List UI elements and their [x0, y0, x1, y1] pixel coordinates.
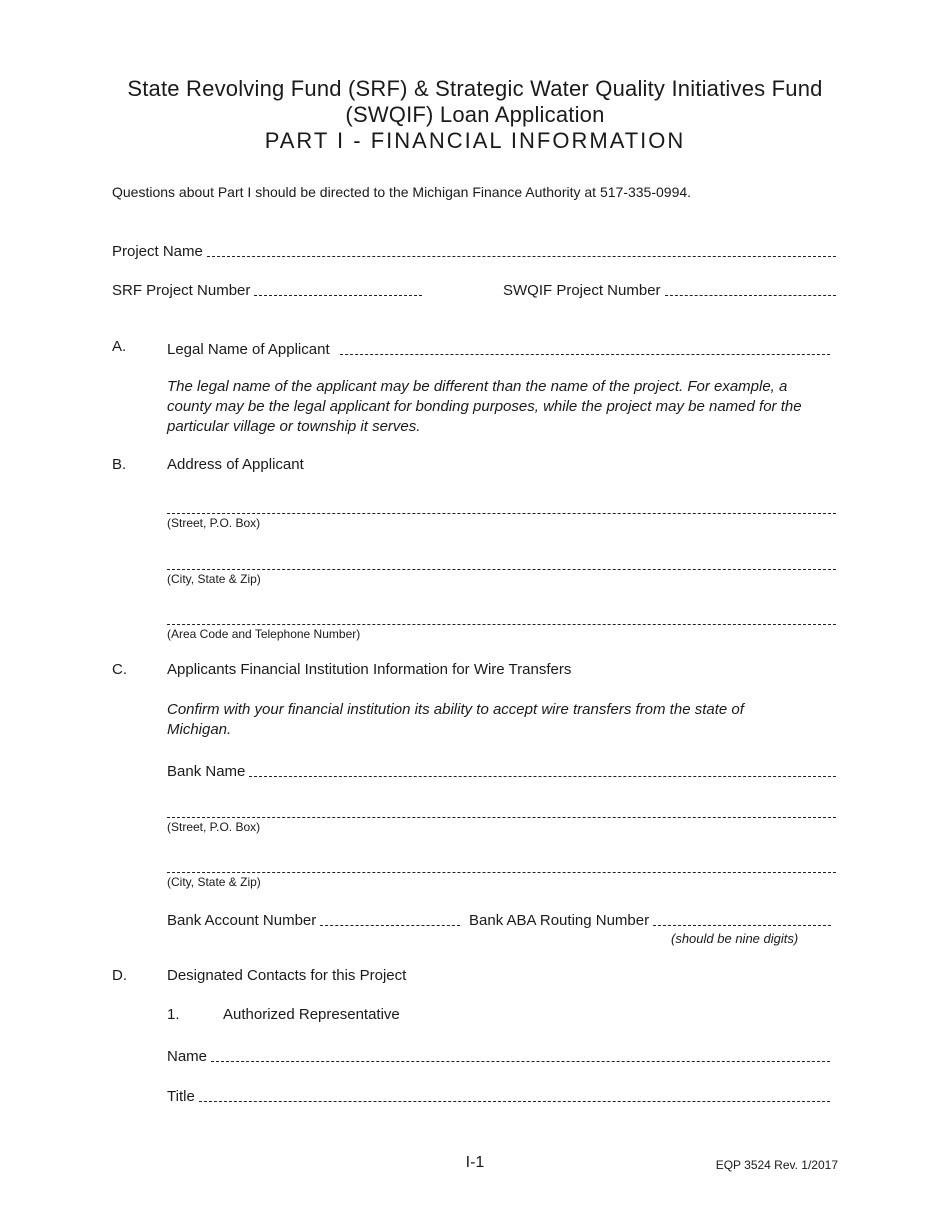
- bank-street-input[interactable]: [167, 798, 836, 816]
- swqif-number-row: [503, 277, 836, 299]
- rep-title-input[interactable]: [199, 1083, 830, 1101]
- swqif-number-input[interactable]: [665, 277, 836, 295]
- srf-number-label: SRF Project Number: [112, 282, 251, 299]
- bank-name-row: [167, 758, 836, 780]
- bank-account-label: Bank Account Number: [167, 912, 317, 929]
- form-revision: EQP 3524 Rev. 1/2017: [715, 1158, 838, 1172]
- section-b-label: Address of Applicant: [167, 456, 304, 473]
- bank-street-caption: (Street, P.O. Box): [167, 820, 261, 834]
- bank-account-input[interactable]: [320, 907, 460, 925]
- rep-name-row: [167, 1043, 830, 1065]
- part-heading: PART I - FINANCIAL INFORMATION: [264, 128, 686, 153]
- contact-note: Questions about Part I should be directed to the Michigan Finance Authority at 517-335-0994.: [112, 184, 692, 200]
- section-c-letter: C.: [112, 661, 127, 678]
- section-b-letter: B.: [112, 456, 127, 473]
- srf-number-input[interactable]: [254, 277, 422, 295]
- section-a-note-line-2: county may be the legal applicant for bonding purposes, while the project may be named for the: [167, 398, 802, 415]
- rep-title-row: [167, 1083, 830, 1105]
- section-a-note-line-1: The legal name of the applicant may be different than the name of the project. For example, a: [167, 378, 788, 395]
- routing-number-label: Bank ABA Routing Number: [469, 912, 650, 929]
- section-c-note-line-2: Michigan.: [167, 721, 232, 738]
- rep-name-label: Name: [167, 1048, 208, 1065]
- routing-hint: (should be nine digits): [671, 931, 799, 946]
- project-name-input[interactable]: [207, 238, 836, 256]
- bank-street-field: [167, 798, 836, 818]
- bank-name-label: Bank Name: [167, 763, 246, 780]
- applicant-street-field: [167, 494, 836, 514]
- applicant-phone-input[interactable]: [167, 605, 836, 623]
- bank-name-input[interactable]: [249, 758, 836, 776]
- bank-city-input[interactable]: [167, 853, 836, 871]
- section-d-letter: D.: [112, 967, 127, 984]
- section-d-label: Designated Contacts for this Project: [167, 967, 407, 984]
- authorized-rep-label: Authorized Representative: [223, 1006, 400, 1023]
- srf-number-row: [112, 277, 422, 299]
- bank-account-row: [167, 907, 460, 929]
- routing-number-row: [469, 907, 831, 929]
- legal-name-row: [167, 336, 830, 358]
- legal-name-input[interactable]: [340, 336, 830, 354]
- section-a-note-line-3: particular village or township it serves.: [167, 418, 421, 435]
- rep-name-input[interactable]: [211, 1043, 830, 1061]
- page-number: I-1: [465, 1154, 485, 1171]
- swqif-number-label: SWQIF Project Number: [503, 282, 661, 299]
- form-title-line-2: (SWQIF) Loan Application: [345, 102, 605, 127]
- section-c-note-line-1: Confirm with your financial institution its ability to accept wire transfers from the state of: [167, 701, 744, 718]
- routing-number-input[interactable]: [653, 907, 831, 925]
- project-name-label: Project Name: [112, 243, 203, 260]
- applicant-phone-field: [167, 605, 836, 625]
- applicant-phone-caption: (Area Code and Telephone Number): [167, 627, 361, 641]
- applicant-city-input[interactable]: [167, 550, 836, 568]
- subsection-number: 1.: [167, 1006, 180, 1023]
- section-a-letter: A.: [112, 338, 127, 355]
- project-name-row: [112, 238, 836, 260]
- bank-city-caption: (City, State & Zip): [167, 875, 261, 889]
- bank-city-field: [167, 853, 836, 873]
- applicant-street-input[interactable]: [167, 494, 836, 512]
- form-title-line-1: State Revolving Fund (SRF) & Strategic Water Quality Initiatives Fund: [127, 76, 823, 101]
- rep-title-label: Title: [167, 1088, 195, 1105]
- legal-name-label: Legal Name of Applicant: [167, 341, 330, 358]
- section-c-label: Applicants Financial Institution Information for Wire Transfers: [167, 661, 572, 678]
- applicant-city-field: [167, 550, 836, 570]
- applicant-city-caption: (City, State & Zip): [167, 572, 261, 586]
- applicant-street-caption: (Street, P.O. Box): [167, 516, 261, 530]
